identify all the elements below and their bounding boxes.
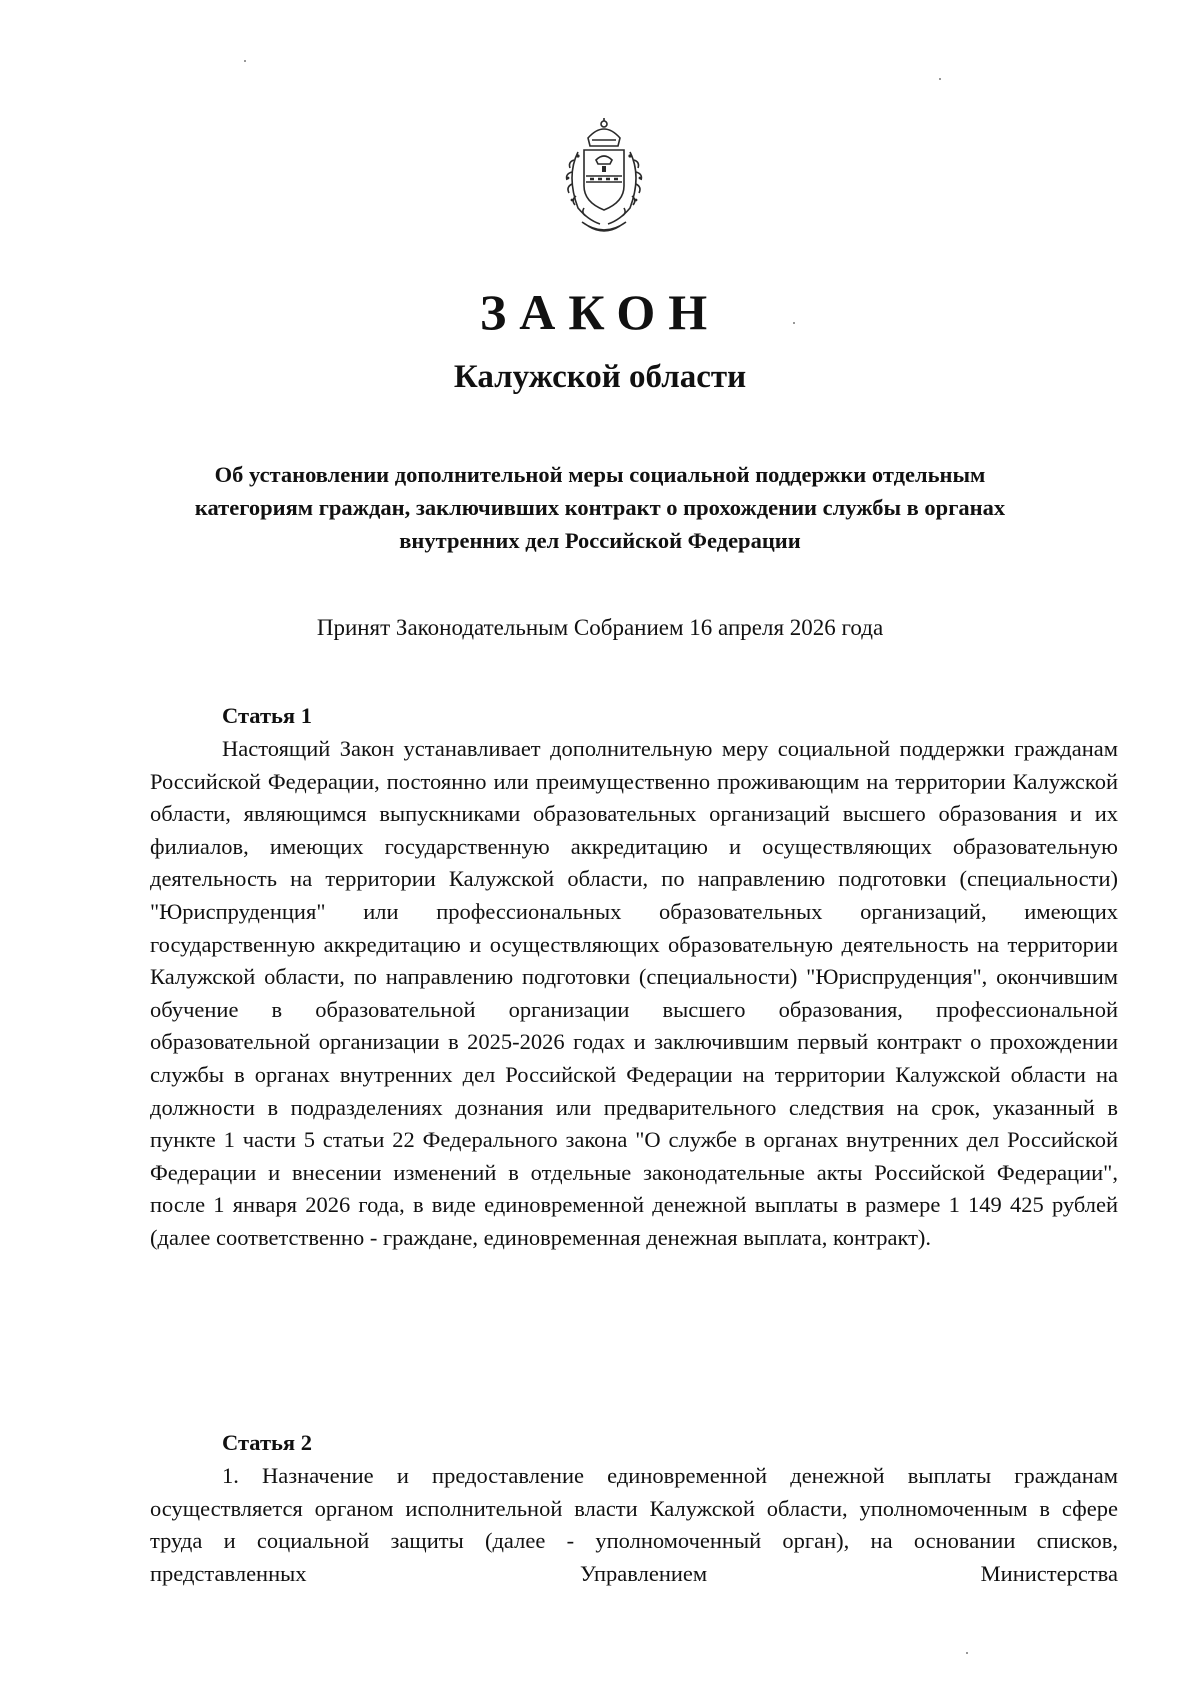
- adoption-date-line: Принят Законодательным Собранием 16 апреля 2026 года: [316, 615, 884, 640]
- scan-speck: [939, 78, 941, 80]
- coat-of-arms-kaluga-icon: [548, 116, 660, 242]
- article-2-heading: Статья 2: [222, 1430, 312, 1455]
- scan-speck: [793, 322, 795, 324]
- law-subject-title: Об установлении дополнительной меры социальной поддержки отдельным категориям граждан, заключивших контракт о прохождении службы в органах внутренних дел Российской Федерации: [194, 462, 1006, 553]
- scan-speck: [244, 60, 246, 62]
- article-1-heading: Статья 1: [222, 703, 312, 728]
- document-type-title: ЗАКОН: [479, 284, 721, 340]
- article-2-text: 1. Назначение и предоставление единовременной денежной выплаты гражданам осуществляется органом исполнительной власти Калужской области, уполномоченным в сфере труда и социальной защиты (далее - уполномоченный орган), на основании списков, представленных Управлением Министерства: [150, 1463, 1118, 1586]
- scan-speck: [966, 1652, 968, 1654]
- article-1-text: Настоящий Закон устанавливает дополнительную меру социальной поддержки гражданам Российской Федерации, постоянно или преимущественно проживающим на территории Калужской области, являющимся выпускниками образовательных организаций высшего образования и их филиалов, имеющих государственную аккредитацию и осуществляющих образовательную деятельность на территории Калужской области, по направлению подготовки (специальности) "Юриспруденция" или профессиональных образовательных организаций, имеющих государственную аккредитацию и осуществляющих образовательную деятельность на территории Калужской области, по направлению подготовки (специальности) "Юриспруденция", окончившим обучение в образовательной организации высшего образования, профессиональной образовательной организации в 2025-2026 годах и заключившим первый контракт о прохождении службы в органах внутренних дел Российской Федерации на территории Калужской области на должности в подразделениях дознания или предварительного следствия на срок, указанный в пункте 1 части 5 статьи 22 Федерального закона "О службе в органах внутренних дел Российской Федерации и внесении изменений в отдельные законодательные акты Российской Федерации", после 1 января 2026 года, в виде единовременной денежной выплаты в размере 1 149 425 рублей (далее соответственно - граждане, единовременная денежная выплата, контракт).: [150, 736, 1118, 1250]
- region-title: Калужской области: [453, 359, 747, 395]
